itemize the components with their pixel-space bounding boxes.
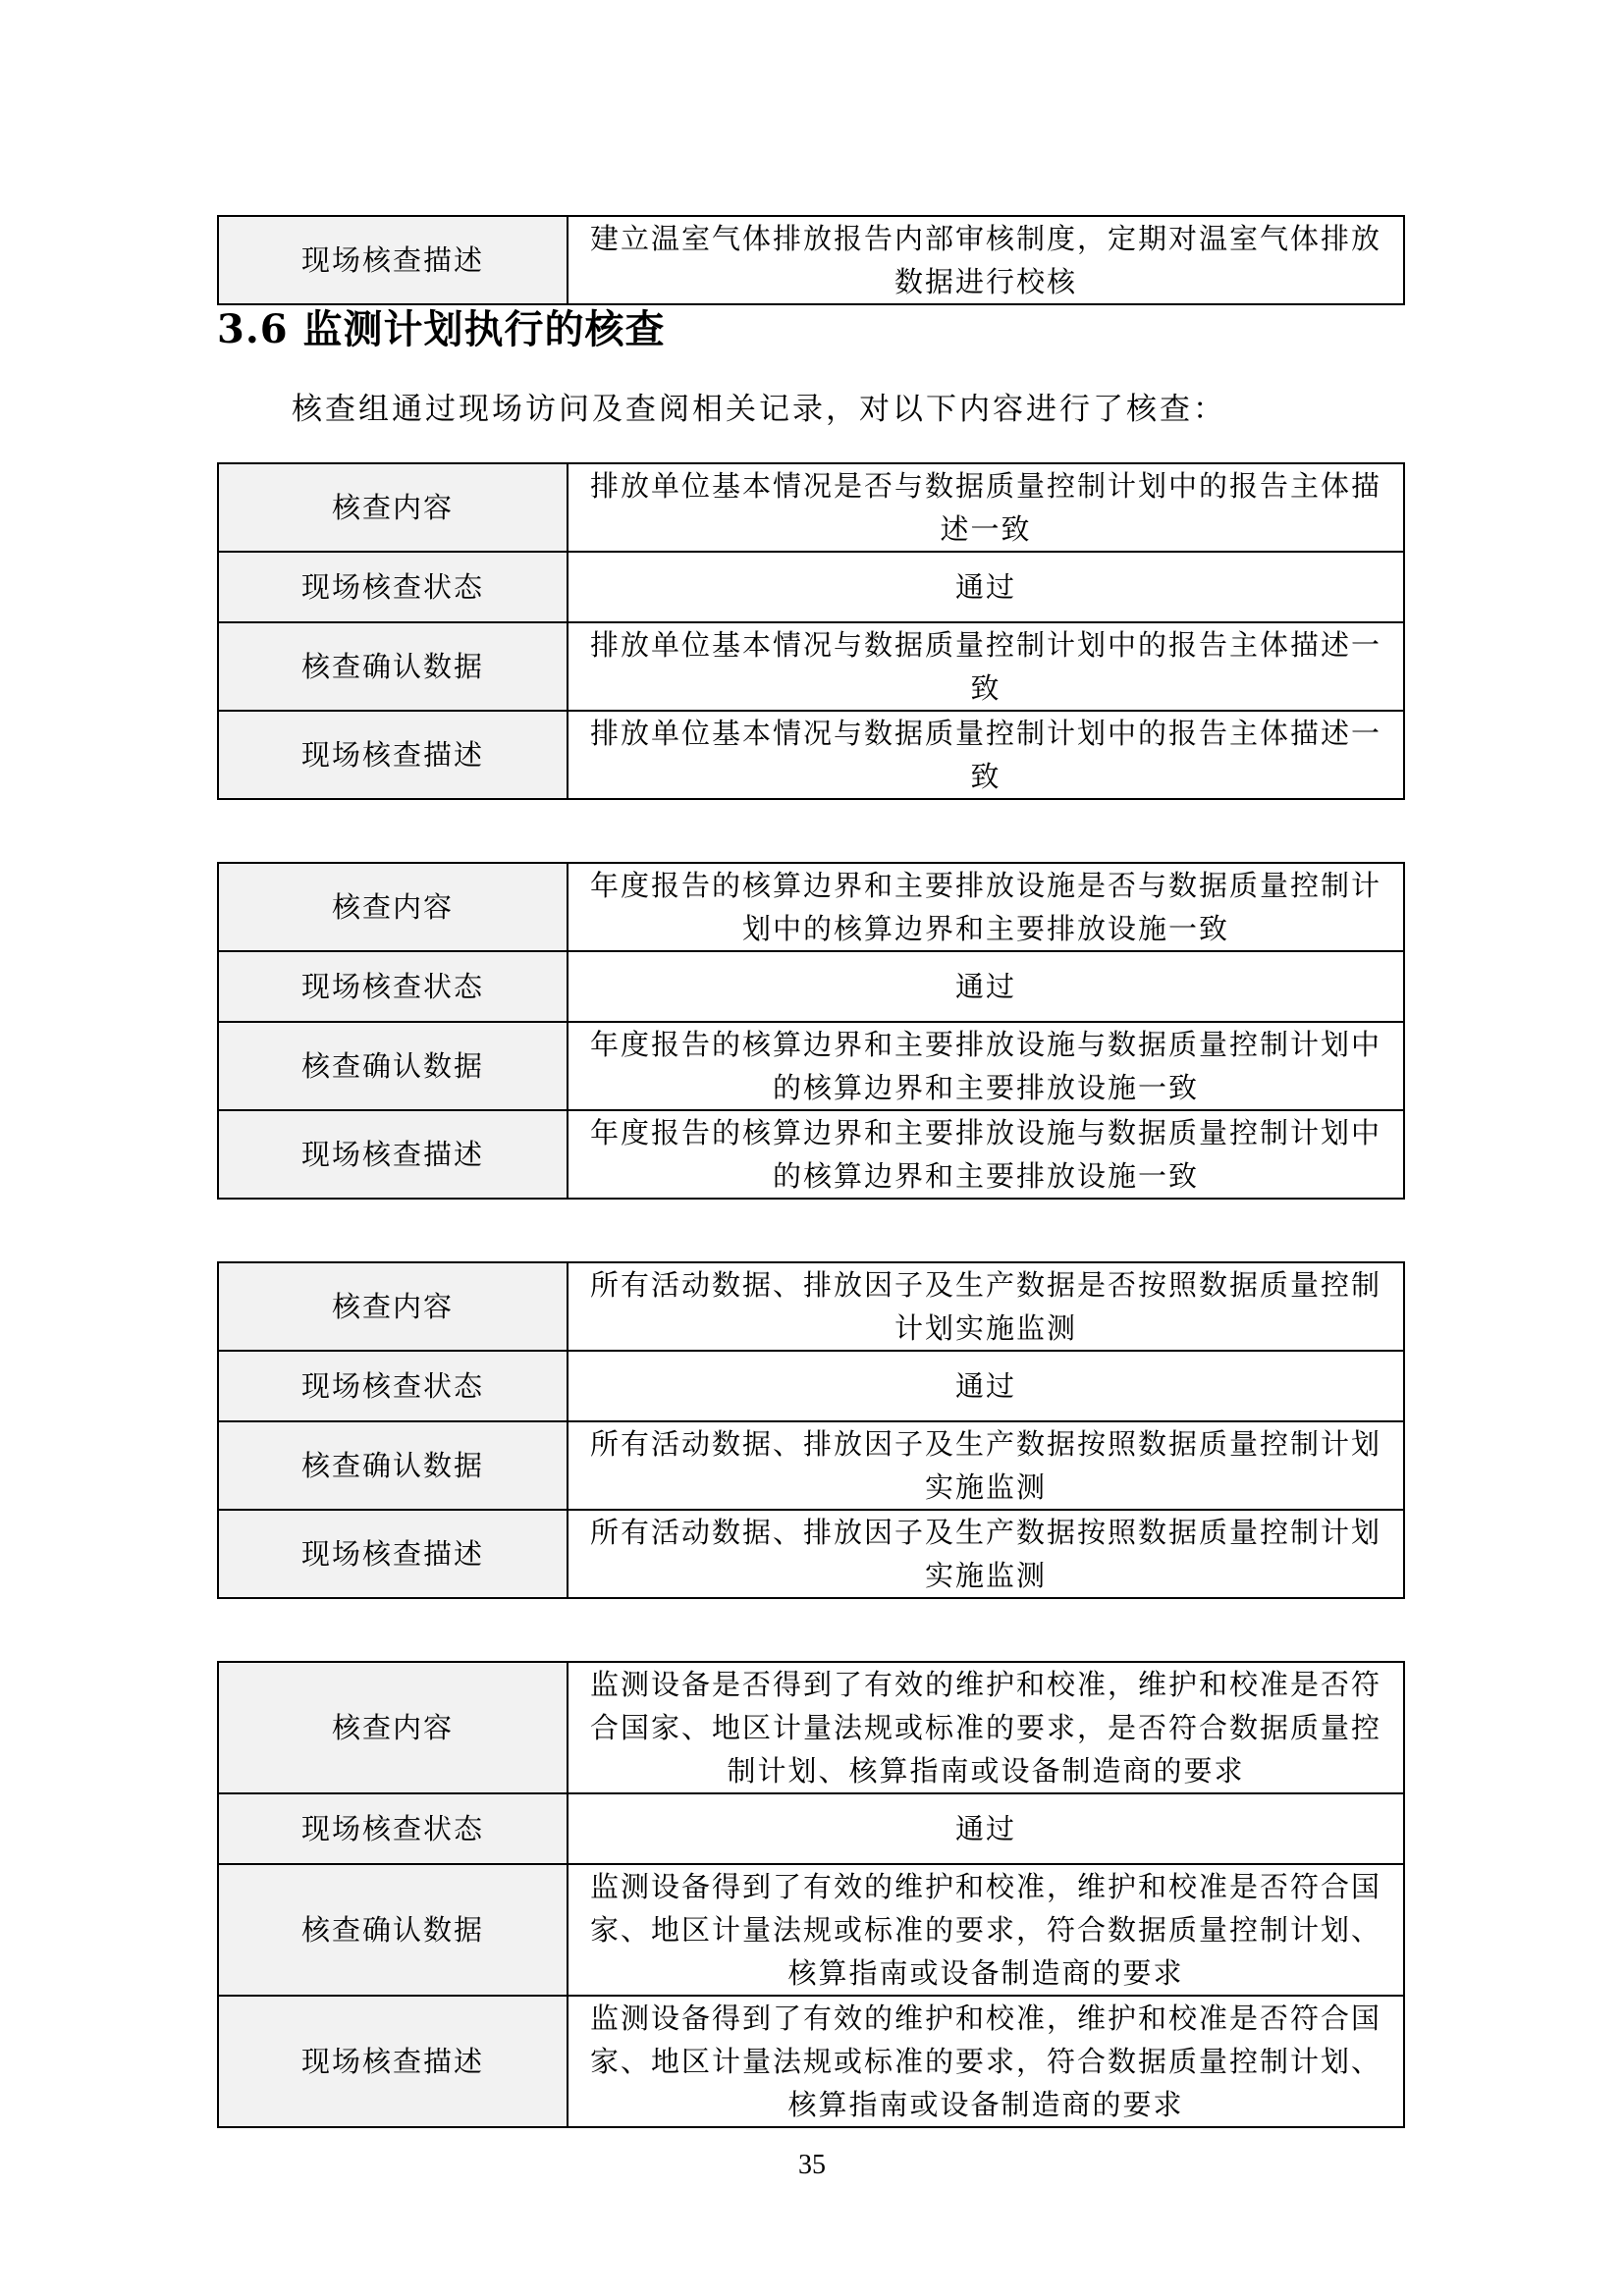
row-label: 现场核查描述 [218,216,568,304]
row-value: 年度报告的核算边界和主要排放设施是否与数据质量控制计划中的核算边界和主要排放设施一致 [568,863,1404,951]
table-row [218,1864,1404,1996]
row-value: 排放单位基本情况与数据质量控制计划中的报告主体描述一致 [568,622,1404,711]
page-number: 35 [798,2150,826,2180]
table-row [218,1662,1404,1793]
row-value: 排放单位基本情况是否与数据质量控制计划中的报告主体描述一致 [568,463,1404,552]
status-value: 通过 [568,1351,1404,1421]
verification-table-2 [217,862,1405,1200]
table-row [218,1793,1404,1864]
row-label: 现场核查描述 [218,1510,568,1598]
verification-table-continued [217,215,1405,305]
row-value: 所有活动数据、排放因子及生产数据按照数据质量控制计划实施监测 [568,1510,1404,1598]
row-label: 现场核查描述 [218,1110,568,1199]
row-label: 现场核查描述 [218,1996,568,2127]
table-row [218,216,1404,304]
row-label: 核查内容 [218,463,568,552]
section-intro: 核查组通过现场访问及查阅相关记录，对以下内容进行了核查： [292,392,1226,427]
row-value: 建立温室气体排放报告内部审核制度，定期对温室气体排放数据进行校核 [568,216,1404,304]
table-row [218,711,1404,799]
verification-table-3 [217,1261,1405,1599]
table-row [218,1262,1404,1351]
verification-table-4 [217,1661,1405,2128]
table-row [218,1421,1404,1510]
row-label: 现场核查描述 [218,711,568,799]
table-row [218,463,1404,552]
table-row [218,1351,1404,1421]
table-row [218,1510,1404,1598]
row-label: 核查确认数据 [218,1022,568,1110]
row-label: 现场核查状态 [218,951,568,1022]
row-value: 所有活动数据、排放因子及生产数据是否按照数据质量控制计划实施监测 [568,1262,1404,1351]
table-row [218,1022,1404,1110]
row-label: 核查确认数据 [218,1864,568,1996]
row-label: 核查内容 [218,1262,568,1351]
row-value: 年度报告的核算边界和主要排放设施与数据质量控制计划中的核算边界和主要排放设施一致 [568,1022,1404,1110]
status-value: 通过 [568,1793,1404,1864]
row-value: 年度报告的核算边界和主要排放设施与数据质量控制计划中的核算边界和主要排放设施一致 [568,1110,1404,1199]
row-label: 现场核查状态 [218,1351,568,1421]
row-label: 核查内容 [218,863,568,951]
table-row [218,552,1404,622]
table-row [218,622,1404,711]
table-row [218,951,1404,1022]
status-value: 通过 [568,951,1404,1022]
row-value: 所有活动数据、排放因子及生产数据按照数据质量控制计划实施监测 [568,1421,1404,1510]
row-label: 现场核查状态 [218,552,568,622]
status-value: 通过 [568,552,1404,622]
row-value: 监测设备得到了有效的维护和校准，维护和校准是否符合国家、地区计量法规或标准的要求，符合数据质量控制计划、核算指南或设备制造商的要求 [568,1996,1404,2127]
section-heading: 3.6 监测计划执行的核查 [217,306,666,352]
table-row [218,1996,1404,2127]
verification-table-1 [217,462,1405,800]
row-label: 核查确认数据 [218,622,568,711]
row-value: 监测设备是否得到了有效的维护和校准，维护和校准是否符合国家、地区计量法规或标准的要求，是否符合数据质量控制计划、核算指南或设备制造商的要求 [568,1662,1404,1793]
row-label: 现场核查状态 [218,1793,568,1864]
row-value: 排放单位基本情况与数据质量控制计划中的报告主体描述一致 [568,711,1404,799]
table-row [218,863,1404,951]
row-value: 监测设备得到了有效的维护和校准，维护和校准是否符合国家、地区计量法规或标准的要求，符合数据质量控制计划、核算指南或设备制造商的要求 [568,1864,1404,1996]
row-label: 核查内容 [218,1662,568,1793]
table-row [218,1110,1404,1199]
row-label: 核查确认数据 [218,1421,568,1510]
